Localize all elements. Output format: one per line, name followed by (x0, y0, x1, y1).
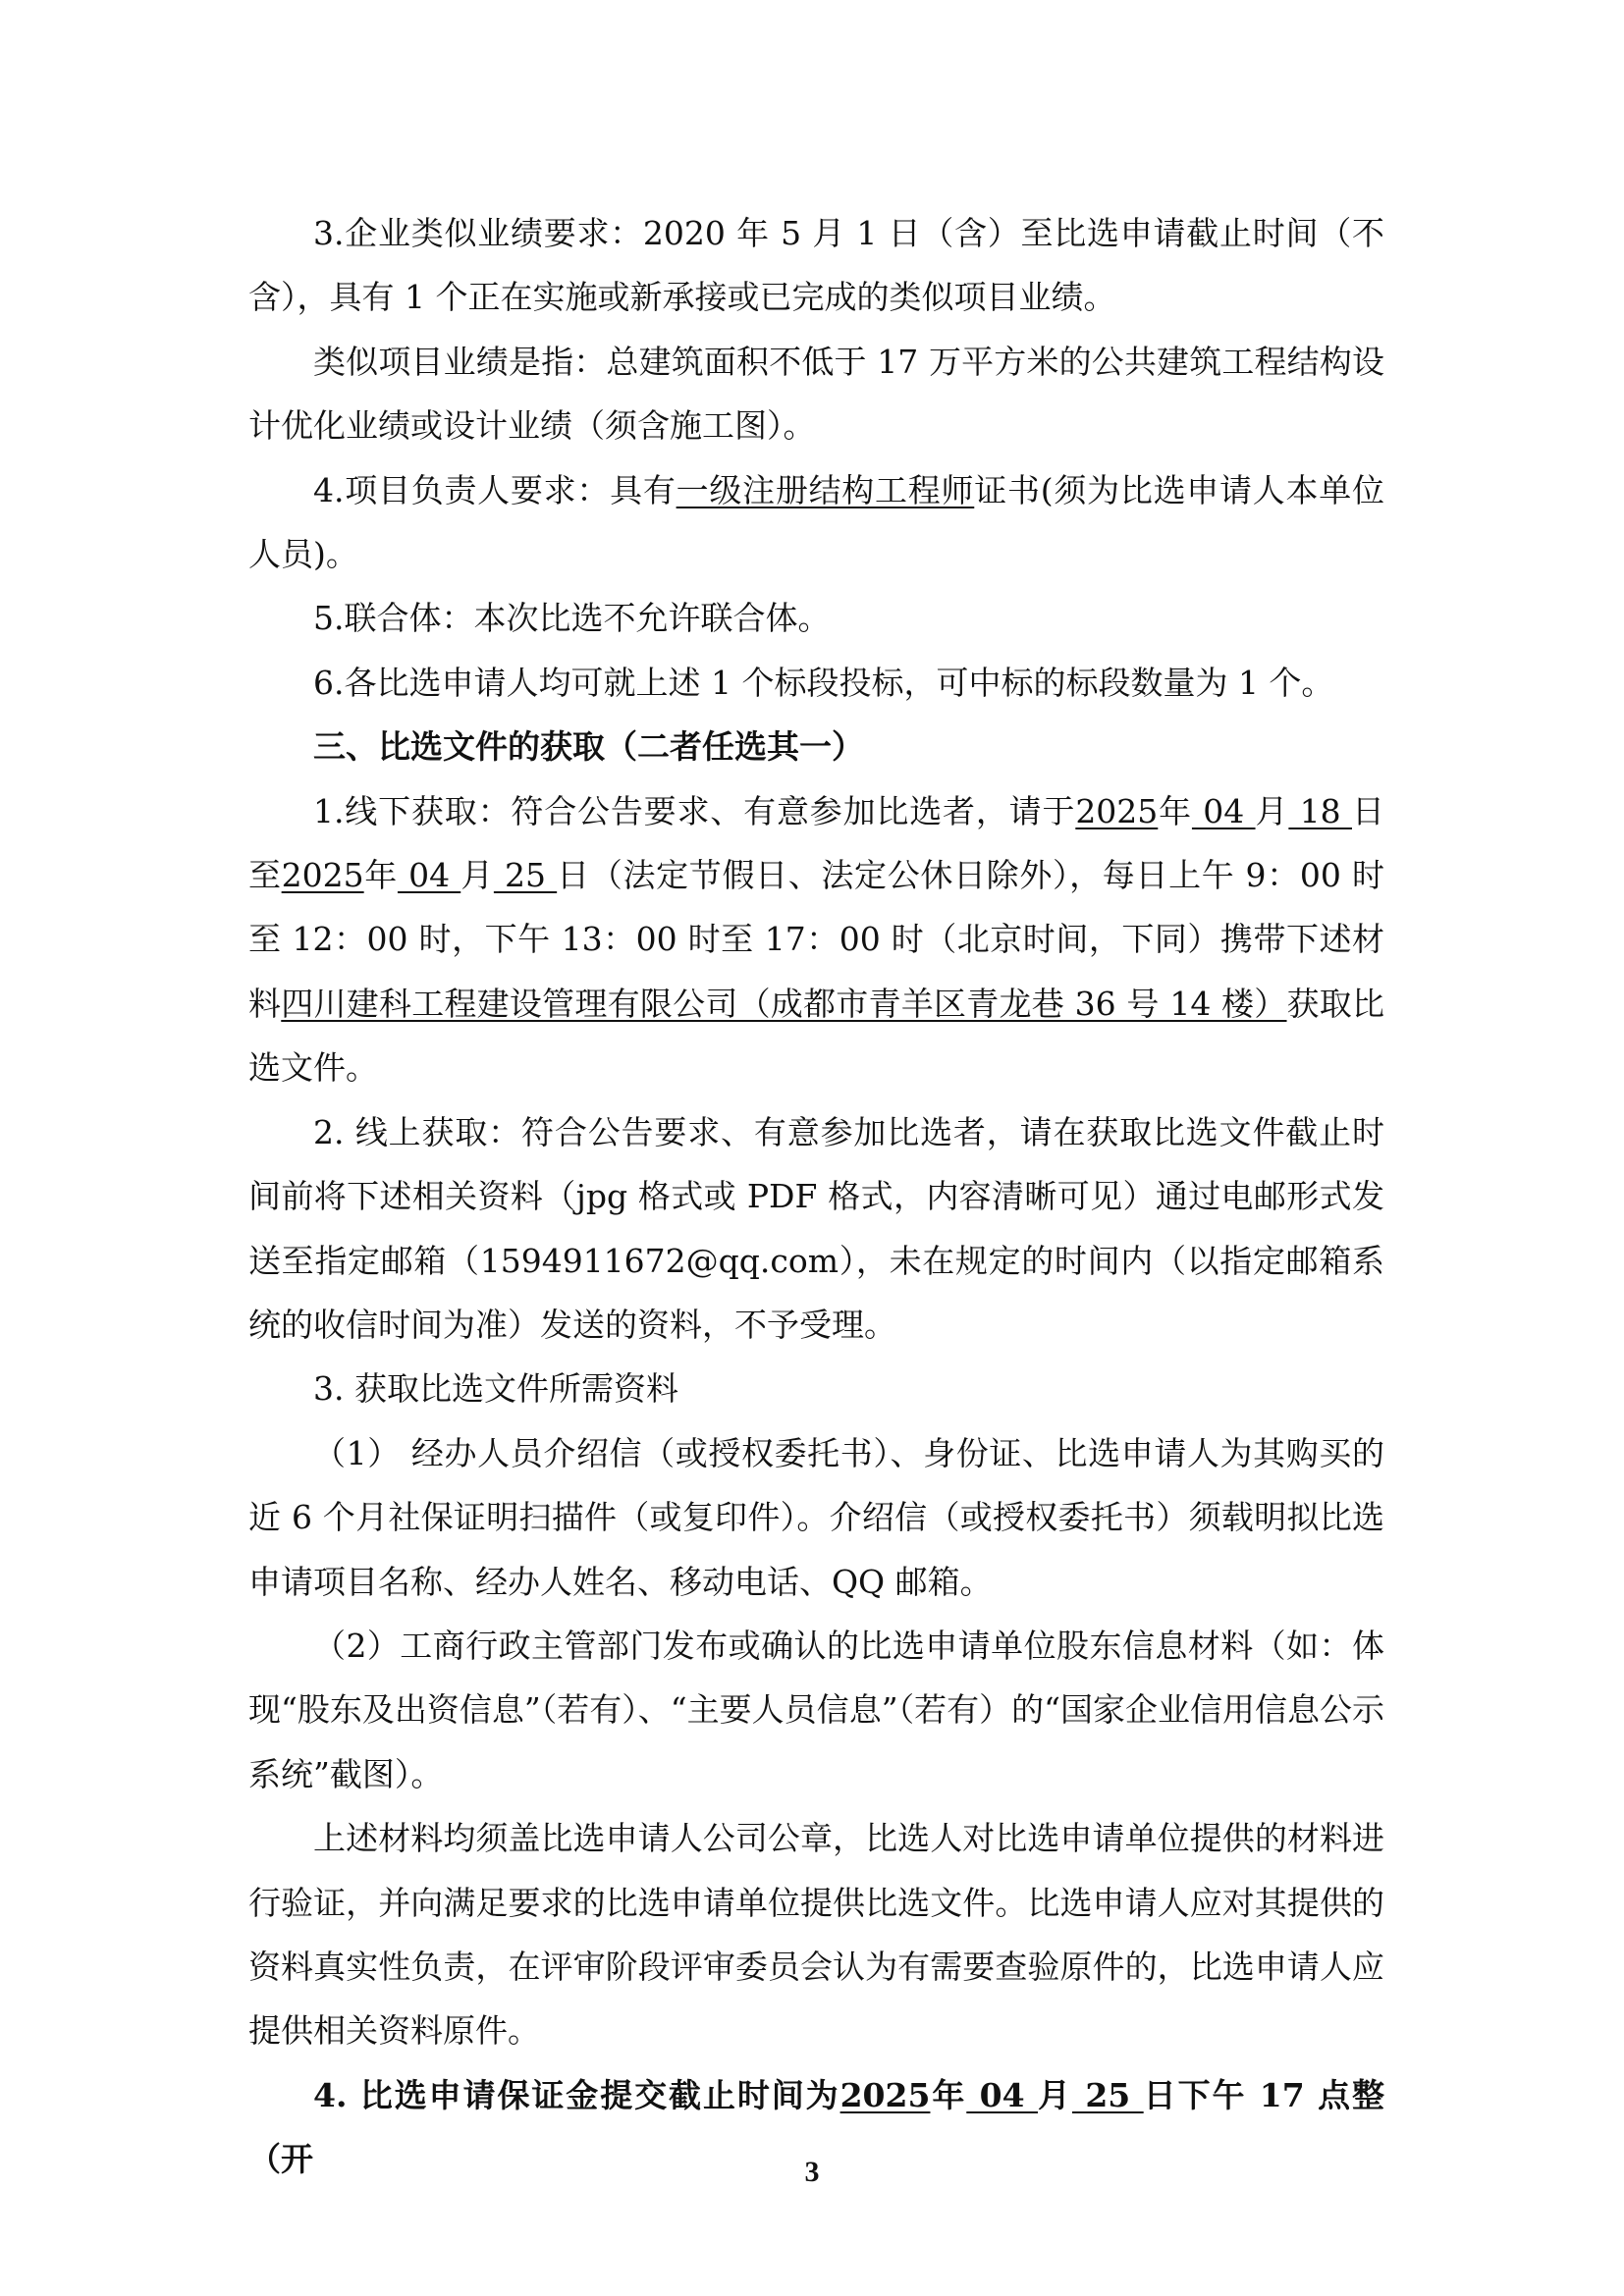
underlined-text: 04 (966, 2075, 1039, 2114)
text-run: （1） 经办人员介绍信（或授权委托书）、身份证、比选申请人为其购买的近 6 个月社保证明扫描件（或复印件）。介绍信（或授权委托书）须载明拟比选申请项目名称、经办人姓名、移动电话、QQ 邮箱。 (248, 1433, 1384, 1601)
page-number: 3 (804, 2156, 820, 2188)
req-lot-count (248, 651, 1384, 715)
text-run: 日（法定节假日、法定公休日除外），每日上午 9：00 时至 12：00 时，下午 13：00 时至 17：00 时（北京时间，下同）携带下述材料 (248, 856, 1384, 1023)
text-run: 证书(须为比选申请人本单位人员)。 (248, 470, 1384, 574)
underlined-text: 25 (493, 856, 558, 895)
underlined-text: 18 (1288, 791, 1352, 830)
text-run: 2. 线上获取：符合公告要求、有意参加比选者，请在获取比选文件截止时间前将下述相关资料（jpg 格式或 PDF 格式，内容清晰可见）通过电邮形式发送至指定邮箱（1594911672@qq.com），未在规定的时间内（以指定邮箱系统的收信时间为准）发送的资料，不予受理。 (248, 1112, 1384, 1344)
text-run: 类似项目业绩是指：总建筑面积不低于 17 万平方米的公共建筑工程结构设计优化业绩或设计业绩（须含施工图）。 (248, 342, 1384, 446)
text-run: 4.项目负责人要求：具有 (313, 470, 677, 509)
text-run: 年 (1158, 791, 1192, 830)
material-item-2 (248, 1614, 1384, 1806)
text-run: 3.企业类似业绩要求：2020 年 5 月 1 日（含）至比选申请截止时间（不含），具有 1 个正在实施或新承接或已完成的类似项目业绩。 (248, 214, 1384, 317)
underlined-text: 2025 (281, 856, 364, 895)
text-run: 4. 比选申请保证金提交截止时间为 (313, 2075, 840, 2114)
text-run: 年 (363, 856, 398, 895)
document-body (248, 201, 1384, 2192)
underlined-text: 04 (1191, 791, 1256, 830)
online-acquisition (248, 1100, 1384, 1358)
text-run: 月 (1255, 791, 1289, 830)
text-run: （2）工商行政主管部门发布或确认的比选申请单位股东信息材料（如：体现“股东及出资信息”（若有）、“主要人员信息”（若有）的“国家企业信用信息公示系统”截图）。 (248, 1626, 1384, 1793)
underlined-text: 一级注册结构工程师 (676, 470, 975, 509)
required-materials-heading (248, 1357, 1384, 1420)
text-run: 三、比选文件的获取（二者任选其一） (313, 727, 864, 767)
underlined-text: 2025 (839, 2075, 931, 2114)
section-three-heading (248, 715, 1384, 778)
materials-seal-note (248, 1806, 1384, 2063)
req-project-leader (248, 458, 1384, 587)
similar-performance-definition (248, 330, 1384, 458)
text-run: 6.各比选申请人均可就上述 1 个标段投标，可中标的标段数量为 1 个。 (313, 663, 1334, 702)
text-run: 获取比选文件。 (248, 984, 1385, 1088)
material-item-1 (248, 1421, 1384, 1614)
underlined-text: 四川建科工程建设管理有限公司（成都市青羊区青龙巷 36 号 14 楼） (281, 984, 1287, 1023)
text-run: 5.联合体：本次比选不允许联合体。 (313, 599, 831, 638)
text-run: 上述材料均须盖比选申请人公司公章，比选人对比选申请单位提供的材料进行验证，并向满足要求的比选申请单位提供比选文件。比选申请人应对其提供的资料真实性负责，在评审阶段评审委员会认为有需要查验原件的，比选申请人应提供相关资料原件。 (248, 1819, 1384, 2051)
text-run: 日下午 17 点整（开 (248, 2075, 1385, 2179)
text-run: 月 (1038, 2075, 1072, 2114)
text-run: 1.线下获取：符合公告要求、有意参加比选者，请于 (313, 791, 1076, 830)
underlined-text: 2025 (1075, 791, 1159, 830)
offline-acquisition (248, 779, 1384, 1100)
text-run: 3. 获取比选文件所需资料 (313, 1369, 678, 1409)
underlined-text: 25 (1071, 2075, 1144, 2114)
text-run: 月 (460, 856, 494, 895)
req-consortium (248, 586, 1384, 650)
underlined-text: 04 (397, 856, 461, 895)
req-similar-performance (248, 201, 1384, 330)
text-run: 年 (930, 2075, 967, 2114)
text-run: 日至 (248, 791, 1384, 895)
